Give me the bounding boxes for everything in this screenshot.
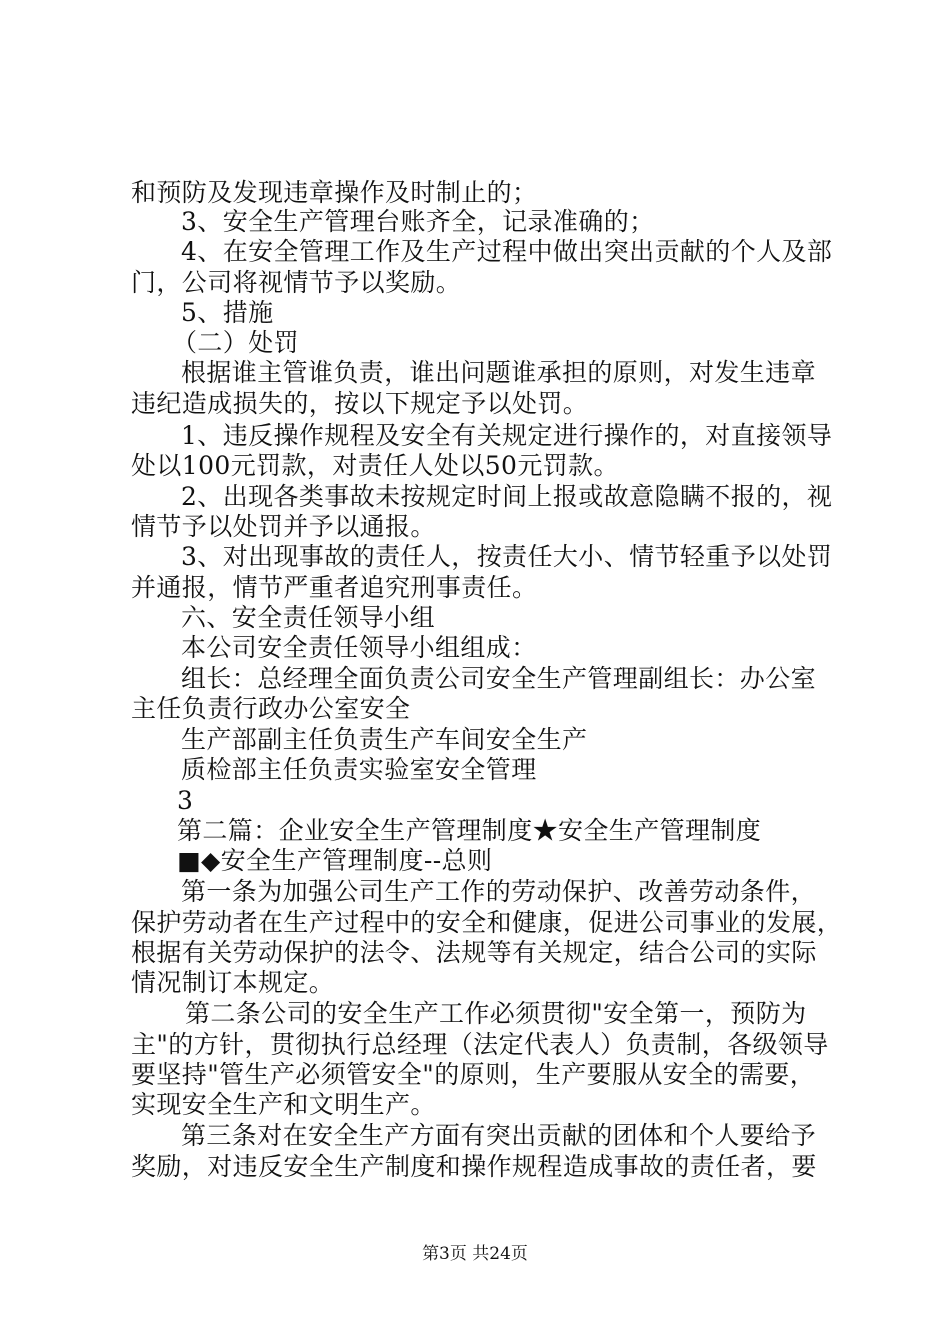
- text-line: 1、违反操作规程及安全有关规定进行操作的，对直接领导: [181, 421, 833, 450]
- text-line: 3、安全生产管理台账齐全，记录准确的；: [181, 207, 655, 236]
- text-line: 组长：总经理全面负责公司安全生产管理副组长：办公室: [181, 664, 817, 693]
- text-line: 并通报，情节严重者追究刑事责任。: [131, 573, 538, 602]
- text-line: 处以100元罚款，对责任人处以50元罚款。: [131, 451, 619, 480]
- text-line: 3、对出现事故的责任人，按责任大小、情节轻重予以处罚: [181, 542, 833, 571]
- text-line: 第一条为加强公司生产工作的劳动保护、改善劳动条件，: [181, 877, 817, 906]
- text-line: 本公司安全责任领导小组组成：: [181, 633, 537, 662]
- text-line: 4、在安全管理工作及生产过程中做出突出贡献的个人及部: [181, 237, 833, 266]
- text-line: 第三条对在安全生产方面有突出贡献的团体和个人要给予: [181, 1121, 817, 1150]
- text-line: 第二篇：企业安全生产管理制度★安全生产管理制度: [177, 816, 762, 845]
- text-line: 根据有关劳动保护的法令、法规等有关规定，结合公司的实际: [131, 938, 817, 967]
- text-line: 和预防及发现违章操作及时制止的；: [131, 178, 538, 207]
- text-line: 保护劳动者在生产过程中的安全和健康，促进公司事业的发展，: [131, 908, 843, 937]
- text-line: 门，公司将视情节予以奖励。: [131, 268, 462, 297]
- text-line: 奖励，对违反安全生产制度和操作规程造成事故的责任者，要: [131, 1152, 817, 1181]
- text-line: 要坚持"管生产必须管安全"的原则，生产要服从安全的需要，: [131, 1060, 816, 1089]
- page-number-footer: 第3页 共24页: [422, 1244, 528, 1264]
- text-line: 3: [177, 786, 194, 815]
- text-line: 生产部副主任负责生产车间安全生产: [181, 725, 588, 754]
- text-line: 第二条公司的安全生产工作必须贯彻"安全第一，预防为: [185, 999, 807, 1028]
- text-line: 情节予以处罚并予以通报。: [131, 512, 436, 541]
- text-line: 2、出现各类事故未按规定时间上报或故意隐瞒不报的，视: [181, 482, 833, 511]
- text-line: 主"的方针，贯彻执行总经理（法定代表人）负责制，各级领导: [131, 1030, 829, 1059]
- text-line: 六、安全责任领导小组: [181, 603, 436, 632]
- text-line: 实现安全生产和文明生产。: [131, 1090, 436, 1119]
- text-line: （二）处罚: [172, 328, 300, 357]
- text-line: ■◆安全生产管理制度--总则: [177, 846, 493, 875]
- text-line: 质检部主任负责实验室安全管理: [181, 755, 537, 784]
- text-line: 根据谁主管谁负责，谁出问题谁承担的原则，对发生违章: [181, 358, 817, 387]
- text-line: 情况制订本规定。: [131, 968, 335, 997]
- text-line: 违纪造成损失的，按以下规定予以处罚。: [131, 389, 589, 418]
- text-line: 主任负责行政办公室安全: [131, 694, 411, 723]
- text-line: 5、措施: [181, 298, 274, 327]
